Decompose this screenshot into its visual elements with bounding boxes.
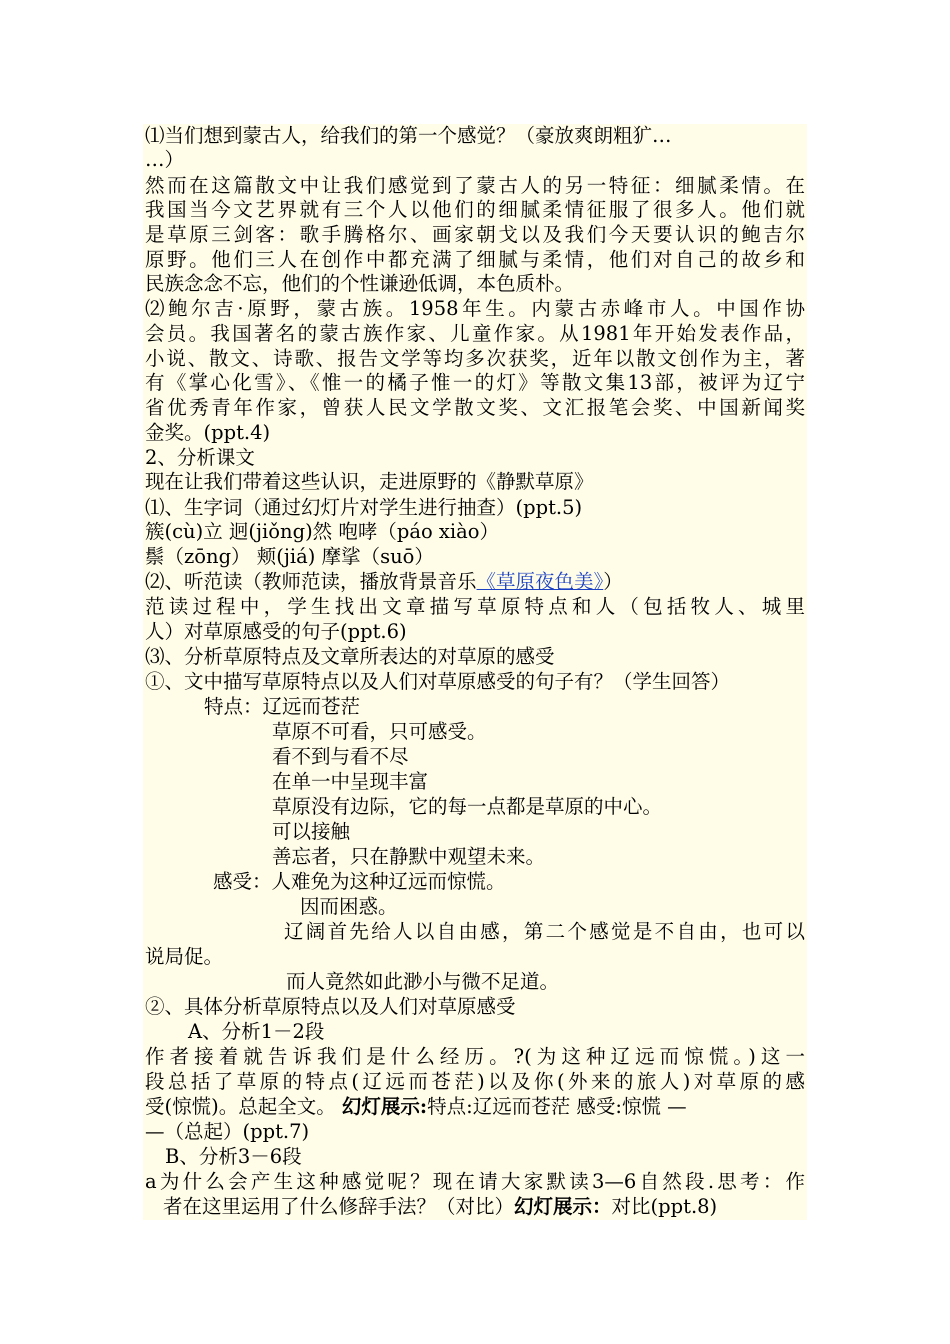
- text-line: ⑶、分析草原特点及文章所表达的对草原的感受: [145, 645, 555, 668]
- text-line: 会员。我国著名的蒙古族作家、儿童作家。从1981年开始发表作品，: [145, 322, 805, 345]
- text-line: 看不到与看不尽: [272, 745, 409, 768]
- text-line: a为什么会产生这种感觉呢？现在请大家默读3—6自然段.思考：作: [145, 1170, 805, 1193]
- text-line: 辽阔首先给人以自由感，第二个感觉是不自由，也可以: [284, 920, 805, 943]
- emphasis-label: 幻灯展示:: [341, 1095, 428, 1118]
- text-line: 而人竟然如此渺小与微不足道。: [286, 970, 560, 993]
- text-line: 是草原三剑客：歌手腾格尔、画家朝戈以及我们今天要认识的鲍吉尔: [145, 223, 805, 246]
- text-line: 金奖。(ppt.4): [145, 421, 271, 444]
- section-heading: 2、分析课文: [145, 446, 255, 469]
- text-line: 人）对草原感受的句子(ppt.6): [145, 620, 407, 643]
- text-line: A、分析1－2段: [188, 1020, 325, 1043]
- text-line: 草原不可看，只可感受。: [272, 720, 487, 743]
- text-span: 受(惊慌)。总起全文。: [145, 1095, 336, 1118]
- text-line: …）: [145, 148, 185, 171]
- text-line: B、分析3－6段: [165, 1145, 302, 1168]
- text-line: ⑴、生字词（通过幻灯片对学生进行抽查）(ppt.5): [145, 496, 583, 519]
- text-line: 说局促。: [145, 945, 224, 968]
- text-line: 小说、散文、诗歌、报告文学等均多次获奖，近年以散文创作为主，著: [145, 347, 805, 370]
- text-span: 对比(ppt.8): [611, 1195, 718, 1218]
- text-line: 现在让我们带着这些认识，走进原野的《静默草原》: [145, 470, 594, 493]
- text-line: 有《掌心化雪》、《惟一的橘子惟一的灯》等散文集13部，被评为辽宁: [145, 371, 805, 394]
- text-line: [145, 1095, 805, 1120]
- text-line: 可以接触: [272, 820, 351, 843]
- text-line: ①、文中描写草原特点以及人们对草原感受的句子有？（学生回答）: [145, 670, 731, 693]
- text-line: 因而困惑。: [300, 895, 398, 918]
- text-line: 在单一中呈现丰富: [272, 770, 429, 793]
- music-link[interactable]: 《草原夜色美》: [476, 570, 604, 593]
- text-line: 感受：人难免为这种辽远而惊慌。: [213, 870, 506, 893]
- text-span: ）: [603, 570, 623, 593]
- text-line: 鬃（zōng） 颊(jiá) 摩挲（suō）: [145, 545, 434, 568]
- text-line: 草原没有边际，它的每一点都是草原的中心。: [272, 795, 663, 818]
- text-line: ⑵鲍尔吉·原野，蒙古族。1958年生。内蒙古赤峰市人。中国作协: [145, 297, 805, 320]
- text-line: ⑴当们想到蒙古人，给我们的第一个感觉？（豪放爽朗粗犷…: [145, 124, 672, 147]
- text-span: ⑵、听范读（教师范读，播放背景音乐: [145, 570, 477, 593]
- text-line: 我国当今文艺界就有三个人以他们的细腻柔情征服了很多人。他们就: [145, 198, 805, 221]
- text-line: ②、具体分析草原特点以及人们对草原感受: [145, 995, 516, 1018]
- text-line: 作者接着就告诉我们是什么经历。?(为这种辽远而惊慌。)这一: [145, 1045, 805, 1068]
- text-line: 簇(cù)立 迥(jiǒng)然 咆哮（páo xiào）: [145, 520, 500, 543]
- text-line: 特点：辽远而苍茫: [204, 695, 361, 718]
- text-line: 段总括了草原的特点(辽远而苍茫)以及你(外来的旅人)对草原的感: [145, 1070, 805, 1093]
- text-line: [145, 570, 805, 595]
- text-line: 然而在这篇散文中让我们感觉到了蒙古人的另一特征：细腻柔情。在: [145, 174, 805, 197]
- emphasis-label: 幻灯展示：: [514, 1195, 612, 1218]
- text-line: 善忘者，只在静默中观望未来。: [272, 845, 546, 868]
- text-span: 特点:辽远而苍茫 感受:惊慌 —: [427, 1095, 687, 1118]
- text-line: 范读过程中，学生找出文章描写草原特点和人（包括牧人、城里: [145, 595, 805, 618]
- text-line: 省优秀青年作家，曾获人民文学散文奖、文汇报笔会奖、中国新闻奖: [145, 396, 805, 419]
- text-line: 民族念念不忘，他们的个性谦逊低调，本色质朴。: [145, 272, 575, 295]
- text-line: 原野。他们三人在创作中都充满了细腻与柔情，他们对自己的故乡和: [145, 248, 805, 271]
- text-line: [163, 1195, 805, 1220]
- text-span: 者在这里运用了什么修辞手法？（对比）: [163, 1195, 515, 1218]
- text-line: —（总起）(ppt.7): [145, 1120, 310, 1143]
